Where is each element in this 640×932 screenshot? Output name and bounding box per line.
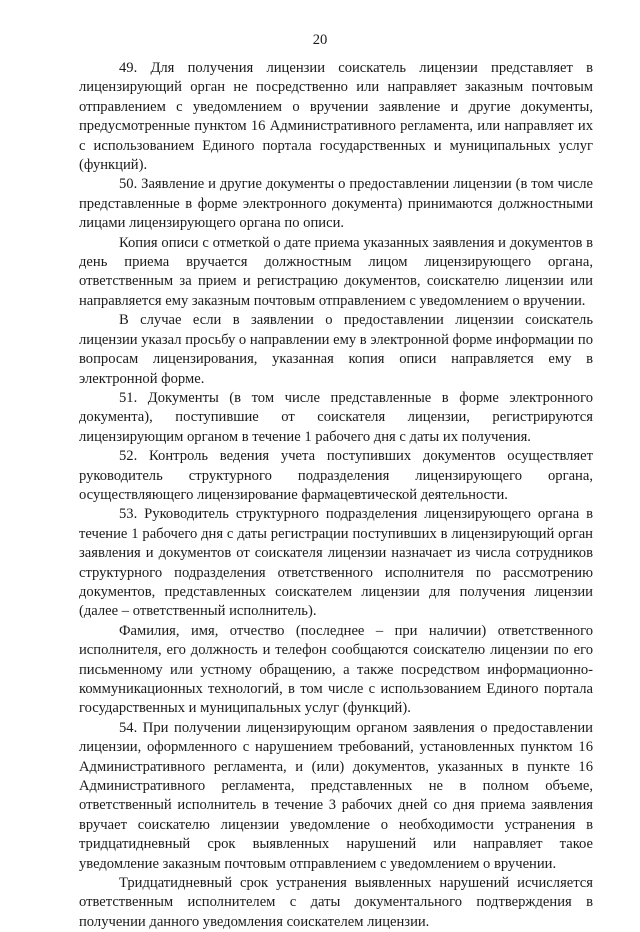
paragraph-52: 52. Контроль ведения учета поступивших документов осуществляет руководитель структурного подразделения лицензирующего органа, осуществляющего лицензирование фармацевтической деятельности. — [79, 448, 593, 503]
paragraph-50-inventory-copy: Копия описи с отметкой о дате приема указанных заявления и документов в день приема вручается должностным лицом лицензирующего органа, ответственным за прием и регистрацию документов, соискателю лицензии или направляется ему заказным почтовым отправлением с уведомлением о вручении. — [79, 234, 593, 309]
paragraph-54-deadline: Тридцатидневный срок устранения выявленных нарушений исчисляется ответственным исполнителем с даты документального подтверждения в получении данного уведомления соискателем лицензии. — [79, 875, 593, 930]
document-body — [79, 59, 593, 932]
paragraph-49: 49. Для получения лицензии соискатель лицензии представляет в лицензирующий орган не посредственно или направляет заказным почтовым отправлением с уведомлением о вручении заявление и другие документы, предусмотренные пунктом 16 Административного регламента, или направляет их с использованием Единого портала государственных и муниципальных услуг (функций). — [79, 60, 593, 174]
paragraph-54: 54. При получении лицензирующим органом заявления о предоставлении лицензии, оформленного с нарушением требований, установленных пунктом 16 Административного регламента, и (или) документов, указанных в пункте 16 Административного регламента, представленных не в полном объеме, ответственный исполнитель в течение 3 рабочих дней со дня приема заявления вручает соискателю лицензии уведомление о необходимости устранения в тридцатидневный срок выявленных нарушений или направляет такое уведомление заказным почтовым отправлением с уведомлением о вручении. — [79, 719, 593, 872]
paragraph-50-electronic-form: В случае если в заявлении о предоставлении лицензии соискатель лицензии указал просьбу о направлении ему в электронной форме информации по вопросам лицензирования, указанная копия описи направляется ему в электронной форме. — [79, 312, 593, 387]
page-number: 20 — [312, 32, 328, 48]
paragraph-53-executor-details: Фамилия, имя, отчество (последнее – при наличии) ответственного исполнителя, его должность и телефон сообщаются соискателю лицензии по его письменному или устному обращению, а также посредством информационно-коммуникационных технологий, в том числе с использованием Единого портала государственных и муниципальных услуг (функций). — [79, 622, 593, 717]
paragraph-50: 50. Заявление и другие документы о предоставлении лицензии (в том числе представленные в форме электронного документа) принимаются должностными лицами лицензирующего органа по описи. — [79, 176, 593, 232]
paragraph-53: 53. Руководитель структурного подразделения лицензирующего органа в течение 1 рабочего дня с даты регистрации поступивших в лицензирующий орган заявления и документов от соискателя лицензии назначает из числа сотрудников структурного подразделения ответственного исполнителя по рассмотрению документов, представленных соискателем лицензии для получения лицензии (далее – ответственный исполнитель). — [79, 506, 593, 620]
paragraph-51: 51. Документы (в том числе представленные в форме электронного документа), поступившие от соискателя лицензии, регистрируются лицензирующим органом в течение 1 рабочего дня с даты их получения. — [79, 389, 593, 445]
